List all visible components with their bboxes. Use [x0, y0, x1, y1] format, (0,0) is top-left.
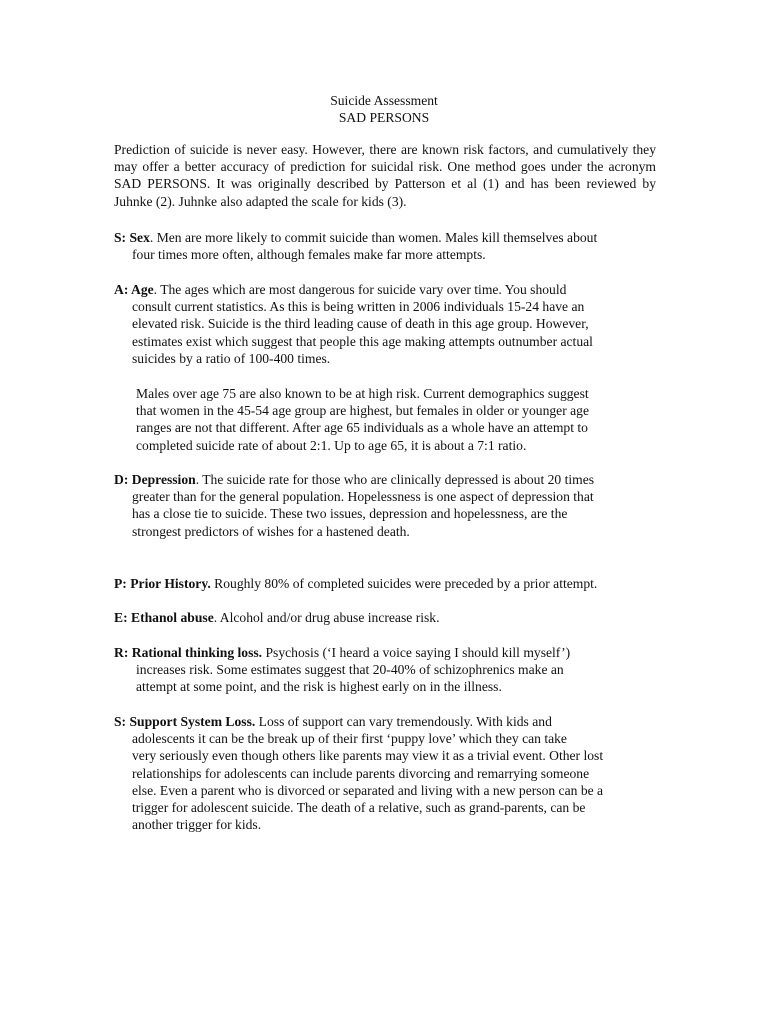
title-block: [0, 92, 768, 126]
section-age: [114, 281, 662, 367]
note-text: that women in the 45-54 age group are highest, but females in older or younger age: [136, 403, 589, 419]
section-text: has a close tie to suicide. These two issues, depression and hopelessness, are the: [132, 506, 568, 522]
age-note-paragraph: [136, 385, 656, 454]
section-rational-thinking-loss: [114, 644, 662, 696]
section-text: relationships for adolescents can include parents divorcing and remarrying someone: [132, 765, 590, 781]
section-depression: [114, 471, 662, 540]
section-text: Loss of support can vary tremendously. With kids and: [255, 714, 552, 729]
section-heading: Support System Loss.: [129, 714, 256, 729]
section-text: attempt at some point, and the risk is highest early on in the illness.: [136, 679, 502, 695]
section-heading: Age: [131, 282, 154, 297]
section-support-system-loss: [114, 713, 662, 833]
section-heading: Prior History.: [130, 576, 211, 591]
section-text: four times more often, although females make far more attempts.: [132, 247, 486, 263]
section-text: adolescents it can be the break up of their first ‘puppy love’ which they can take: [132, 731, 567, 747]
section-heading: Sex: [129, 230, 150, 245]
section-text: . Alcohol and/or drug abuse increase risk.: [213, 610, 440, 625]
section-text: consult current statistics. As this is being written in 2006 individuals 15-24 have an: [132, 299, 585, 315]
section-letter: P:: [114, 576, 131, 591]
section-text: Psychosis (‘I heard a voice saying I should kill myself’): [262, 645, 571, 660]
section-text: another trigger for kids.: [132, 817, 262, 833]
section-text: greater than for the general population. Hopelessness is one aspect of depression that: [132, 489, 594, 505]
section-text: elevated risk. Suicide is the third leading cause of death in this age group. However,: [132, 316, 589, 332]
section-letter: A:: [114, 282, 131, 297]
section-heading: Rational thinking loss.: [131, 645, 263, 660]
section-text: Roughly 80% of completed suicides were preceded by a prior attempt.: [210, 576, 598, 591]
section-heading: Ethanol abuse: [131, 610, 214, 625]
section-text: . Men are more likely to commit suicide than women. Males kill themselves about: [149, 230, 598, 245]
section-letter: S:: [114, 230, 130, 245]
section-text: estimates exist which suggest that people this age making attempts outnumber actual: [132, 333, 593, 349]
section-sex: [114, 229, 662, 263]
document-title: Suicide Assessment: [330, 93, 438, 108]
section-heading: Depression: [131, 472, 196, 487]
section-text: . The ages which are most dangerous for suicide vary over time. You should: [153, 282, 567, 297]
section-letter: D:: [114, 472, 132, 487]
section-text: very seriously even though others like parents may view it as a trivial event. Other lost: [132, 748, 604, 764]
section-prior-history: [114, 575, 662, 592]
document-subtitle: SAD PERSONS: [338, 110, 430, 125]
section-text: else. Even a parent who is divorced or separated and living with a new person can be a: [132, 782, 604, 798]
section-text: . The suicide rate for those who are clinically depressed is about 20 times: [195, 472, 595, 487]
section-text: suicides by a ratio of 100-400 times.: [132, 350, 331, 366]
note-text: completed suicide rate of about 2:1. Up to age 65, it is about a 7:1 ratio.: [136, 437, 527, 453]
note-text: ranges are not that different. After age 65 individuals as a whole have an attempt to: [136, 420, 588, 436]
section-letter: S:: [114, 714, 130, 729]
section-text: strongest predictors of wishes for a hastened death.: [132, 523, 410, 539]
section-ethanol-abuse: [114, 609, 662, 626]
section-letter: R:: [114, 645, 132, 660]
section-text: increases risk. Some estimates suggest that 20-40% of schizophrenics make an: [136, 662, 564, 678]
section-letter: E:: [114, 610, 131, 625]
note-text: Males over age 75 are also known to be at high risk. Current demographics suggest: [136, 386, 589, 401]
section-text: trigger for adolescent suicide. The death of a relative, such as grand-parents, can be: [132, 800, 586, 816]
intro-paragraph: Prediction of suicide is never easy. However, there are known risk factors, and cumulatively they may offer a better accuracy of prediction for suicidal risk. One method goes under the acronym SAD PERSONS. It was originally described by Patterson et al (1) and has been reviewed by Juhnke (2). Juhnke also adapted the scale for kids (3).: [114, 142, 656, 209]
